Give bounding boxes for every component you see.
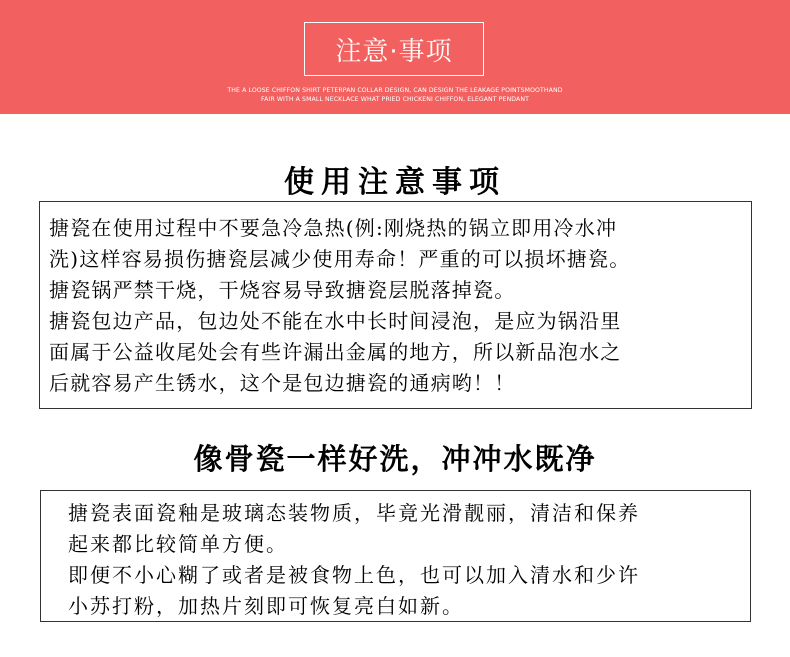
section1-line: 洗)这样容易损伤搪瓷层减少使用寿命！严重的可以损坏搪瓷。 [49, 247, 631, 271]
banner-title: 注意·事项 [335, 36, 453, 67]
section1-textbox [39, 201, 752, 409]
section2-heading: 像骨瓷一样好洗，冲冲水既净 [193, 442, 597, 476]
section1-line: 搪瓷包边产品，包边处不能在水中长时间浸泡，是应为锅沿里 [49, 309, 622, 333]
section2-line: 小苏打粉，加热片刻即可恢复亮白如新。 [68, 594, 464, 618]
section1-heading: 使用注意事项 [284, 165, 506, 200]
section1-line: 后就容易产生锈水，这个是包边搪瓷的通病哟！！ [49, 371, 516, 395]
section2-line: 搪瓷表面瓷釉是玻璃态装物质，毕竟光滑靓丽，清洁和保养 [68, 501, 640, 525]
banner-title-box [304, 22, 484, 76]
banner-subtitle-line1: THE A LOOSE CHIFFON SHIRT PETERPAN COLLAR DESIGN, CAN DESIGN THE LEAKAGE POINTSMOOTHAND [227, 87, 563, 94]
section1-line: 面属于公益收尾处会有些许漏出金属的地方，所以新品泡水之 [49, 340, 622, 364]
section2-line: 即便不小心糊了或者是被食物上色，也可以加入清水和少许 [68, 563, 640, 587]
section1-line: 搪瓷在使用过程中不要急冷急热(例:刚烧热的锅立即用冷水冲 [49, 216, 618, 240]
section2-line: 起来都比较简单方便。 [68, 532, 288, 556]
section2-textbox [40, 490, 751, 622]
banner-subtitle-line2: FAIR WITH A SMALL NECKLACE WHAT PRIED CHICKENI CHIFFON, ELEGANT PENDANT [261, 96, 529, 103]
header-banner [0, 0, 790, 114]
section1-line: 搪瓷锅严禁干烧，干烧容易导致搪瓷层脱落掉瓷。 [49, 278, 516, 302]
